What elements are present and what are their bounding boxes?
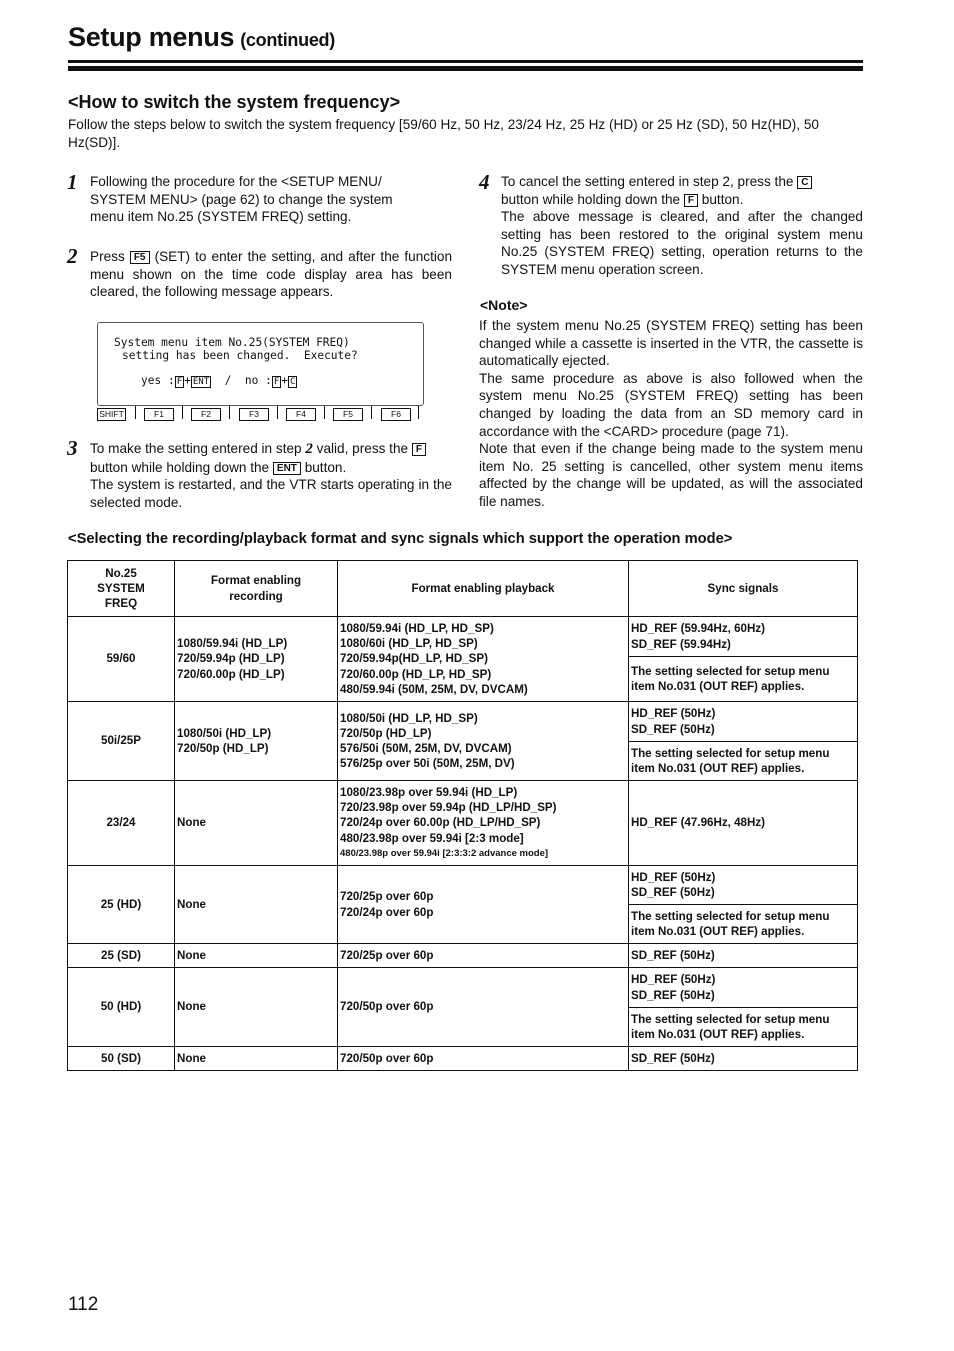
function-key-f4: F4 <box>286 408 316 421</box>
header-title: Setup menus <box>68 22 235 52</box>
cell-playback: 720/25p over 60p <box>338 944 629 968</box>
table-header-row <box>68 561 858 617</box>
f-key-icon: F <box>412 443 426 456</box>
table-row <box>68 617 858 657</box>
screen-line-1: System menu item No.25(SYSTEM FREQ) <box>114 336 350 349</box>
function-key-divider <box>135 406 136 419</box>
screen-f-key-icon: F <box>176 377 183 387</box>
function-key-f3: F3 <box>239 408 269 421</box>
function-key-f5: F5 <box>333 408 363 421</box>
cell-sync-note: The setting selected for setup menu item No.031 (OUT REF) applies. <box>629 742 858 781</box>
step-3-part-e: The system is restarted, and the VTR starts operating in the selected mode. <box>90 477 452 510</box>
step-4-part-b: button while holding down the <box>501 191 681 207</box>
cell-recording: None <box>175 866 338 944</box>
table-row <box>68 702 858 742</box>
header-rule-thick <box>68 66 863 71</box>
note-paragraph-1: If the system menu No.25 (SYSTEM FREQ) setting has been changed while a cassette is inserted in the VTR, the cassette is automatically ejected. <box>479 318 863 369</box>
function-key-divider <box>324 406 325 419</box>
screen-c-key-icon: C <box>290 377 296 387</box>
note-paragraph-2: The same procedure as above is also followed when the system menu No.25 (SYSTEM FREQ) setting has been changed by loading the data from an SD memory card in accordance with the <CARD> procedure (page 71). <box>479 370 863 439</box>
table-row <box>68 866 858 905</box>
function-key-f2: F2 <box>191 408 221 421</box>
step-3-part-b: valid, press the <box>316 441 409 456</box>
header-rule-thin <box>68 60 863 63</box>
step-2-pre: Press <box>90 249 125 264</box>
step-number-1: 1 <box>67 170 78 194</box>
cell-sync-note: The setting selected for setup menu item No.031 (OUT REF) applies. <box>629 1008 858 1047</box>
cell-playback <box>338 781 629 866</box>
table-row <box>68 1047 858 1071</box>
function-key-f1: F1 <box>144 408 174 421</box>
table-row <box>68 944 858 968</box>
cell-playback: 720/25p over 60p 720/24p over 60p <box>338 866 629 944</box>
function-key-divider <box>277 406 278 419</box>
cell-recording: 1080/59.94i (HD_LP) 720/59.94p (HD_LP) 720/60.00p (HD_LP) <box>175 617 338 702</box>
cell-playback: 1080/50i (HD_LP, HD_SP) 720/50p (HD_LP) 576/50i (50M, 25M, DV, DVCAM) 576/25p over 50i (50M, 25M, DV) <box>338 702 629 781</box>
cell-sync: HD_REF (50Hz) SD_REF (50Hz) <box>629 702 858 742</box>
screen-colon-2: : <box>265 374 272 387</box>
cell-playback-text: 1080/23.98p over 59.94i (HD_LP) 720/23.98p over 59.94p (HD_LP/HD_SP) 720/24p over 60.00p (HD_LP/HD_SP) 480/23.98p over 59.94i [2:3 mode] <box>340 785 557 845</box>
screen-no: no <box>244 374 259 387</box>
screen-plus-1: + <box>184 374 191 387</box>
screen-plus-2: + <box>281 374 289 387</box>
screen-slash: / <box>224 374 232 387</box>
screen-yes: yes <box>141 374 162 387</box>
f-key-icon-2: F <box>684 194 698 207</box>
step-3-text <box>90 440 452 511</box>
cell-sync-note: The setting selected for setup menu item No.031 (OUT REF) applies. <box>629 905 858 944</box>
function-key-divider <box>418 406 419 419</box>
time-code-display-screen <box>97 322 424 406</box>
section-heading-system-frequency: <How to switch the system frequency> <box>68 92 401 112</box>
note-paragraph-3: Note that even if the change being made to the system menu item No. 25 setting is cancelled, other system menu items affected by the change will be updated, as will the associated file names. <box>479 441 863 509</box>
cell-recording: None <box>175 944 338 968</box>
step-number-2: 2 <box>67 244 78 268</box>
function-key-divider <box>182 406 183 419</box>
cell-freq: 25 (SD) <box>68 944 175 968</box>
column-header-recording: Format enabling recording <box>175 561 338 617</box>
cell-sync: HD_REF (50Hz) SD_REF (50Hz) <box>629 866 858 905</box>
function-key-shift: SHIFT <box>97 408 126 421</box>
format-sync-table <box>67 560 858 1071</box>
cell-freq: 50 (SD) <box>68 1047 175 1071</box>
note-heading: <Note> <box>480 297 528 313</box>
step-3-part-c: button while holding down the <box>90 459 270 475</box>
cell-freq: 23/24 <box>68 781 175 866</box>
column-header-freq: No.25 SYSTEM FREQ <box>68 561 175 617</box>
step-3-part-a: To make the setting entered in step <box>90 441 302 456</box>
step-2-text <box>90 248 452 301</box>
screen-ent-key-icon: ENT <box>192 377 210 387</box>
page-number: 112 <box>68 1294 99 1315</box>
screen-line-2: setting has been changed. Execute? <box>122 349 358 362</box>
function-key-f6: F6 <box>381 408 411 421</box>
cell-recording: None <box>175 781 338 866</box>
cell-sync-note: The setting selected for setup menu item No.031 (OUT REF) applies. <box>629 657 858 702</box>
table-row <box>68 968 858 1008</box>
screen-line-3 <box>141 374 297 388</box>
header-continued: (continued) <box>240 30 335 50</box>
ent-key-icon: ENT <box>273 462 301 475</box>
step-1-text: Following the procedure for the <SETUP MENU/ SYSTEM MENU> (page 62) to change the system menu item No.25 (SYSTEM FREQ) setting. <box>90 174 393 225</box>
step-4-text <box>501 173 863 279</box>
cell-recording: None <box>175 968 338 1047</box>
table-row <box>68 781 858 866</box>
cell-playback: 1080/59.94i (HD_LP, HD_SP) 1080/60i (HD_LP, HD_SP) 720/59.94p(HD_LP, HD_SP) 720/60.00p (HD_LP, HD_SP) 480/59.94i (50M, 25M, DV, DVCAM) <box>338 617 629 702</box>
cell-freq: 25 (HD) <box>68 866 175 944</box>
c-key-icon: C <box>797 176 812 189</box>
intro-paragraph: Follow the steps below to switch the system frequency [59/60 Hz, 50 Hz, 23/24 Hz, 25 Hz (HD) or 25 Hz (SD), 50 Hz(HD), 50 Hz(SD)]. <box>68 117 819 150</box>
step-number-4: 4 <box>479 170 490 194</box>
cell-freq: 50i/25P <box>68 702 175 781</box>
step-3-stepref: 2 <box>305 441 313 457</box>
cell-recording: None <box>175 1047 338 1071</box>
cell-playback: 720/50p over 60p <box>338 1047 629 1071</box>
step-4-part-c: button. <box>701 191 744 207</box>
cell-playback: 720/50p over 60p <box>338 968 629 1047</box>
note-body <box>479 317 863 511</box>
step-4-part-d: The above message is cleared, and after the changed setting has been restored to the original system menu No.25 (SYSTEM FREQ) setting, operation returns to the SYSTEM menu operation screen. <box>501 209 863 277</box>
cell-sync: SD_REF (50Hz) <box>629 944 858 968</box>
screen-colon-1: : <box>167 374 175 387</box>
column-header-playback: Format enabling playback <box>338 561 629 617</box>
cell-sync: HD_REF (59.94Hz, 60Hz) SD_REF (59.94Hz) <box>629 617 858 657</box>
cell-recording: 1080/50i (HD_LP) 720/50p (HD_LP) <box>175 702 338 781</box>
step-2-post: (SET) to enter the setting, and after the function menu shown on the time code display area has been cleared, the following message appears. <box>90 249 453 300</box>
cell-sync: HD_REF (47.96Hz, 48Hz) <box>629 781 858 866</box>
cell-freq: 50 (HD) <box>68 968 175 1047</box>
cell-freq: 59/60 <box>68 617 175 702</box>
cell-playback-small: 480/23.98p over 59.94i [2:3:3:2 advance mode] <box>340 847 549 859</box>
step-number-3: 3 <box>67 436 78 460</box>
screen-f-key-icon-2: F <box>273 377 280 387</box>
column-header-sync: Sync signals <box>629 561 858 617</box>
step-4-part-a: To cancel the setting entered in step 2, press the <box>501 174 794 189</box>
function-key-divider <box>229 406 230 419</box>
cell-sync: HD_REF (50Hz) SD_REF (50Hz) <box>629 968 858 1008</box>
cell-sync: SD_REF (50Hz) <box>629 1047 858 1071</box>
step-3-part-d: button. <box>304 459 347 475</box>
f5-key-icon: F5 <box>130 251 150 264</box>
function-key-divider <box>371 406 372 419</box>
section-heading-format-sync: <Selecting the recording/playback format and sync signals which support the operation mode> <box>68 531 733 547</box>
page-header-title <box>68 22 335 53</box>
